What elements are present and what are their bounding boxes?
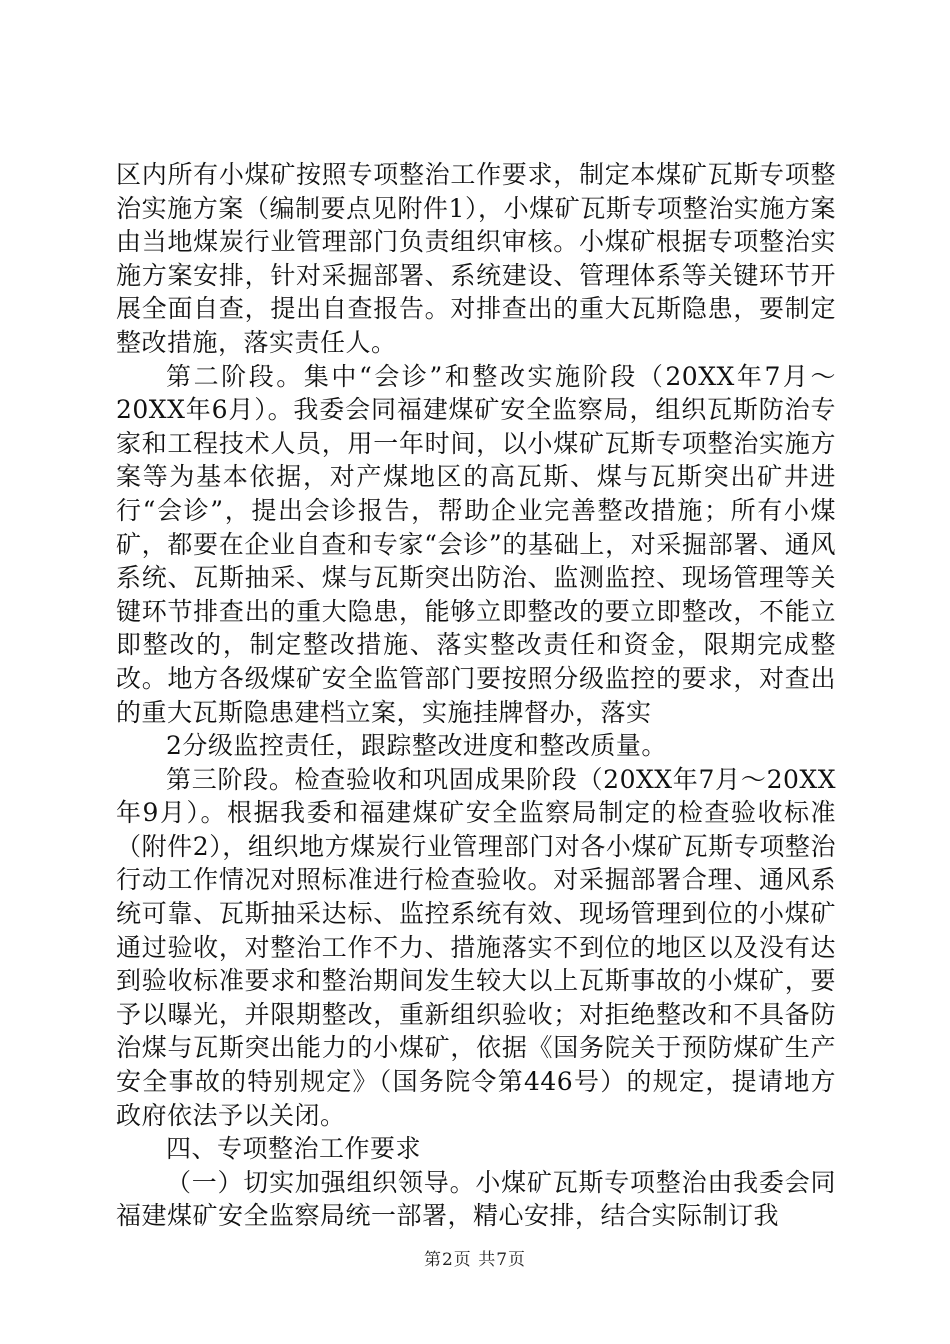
paragraph-phase-two: 第二阶段。集中“会诊”和整改实施阶段（20XX年7月～20XX年6月）。我委会同福建煤矿安全监察局，组织瓦斯防治专家和工程技术人员，用一年时间，以小煤矿瓦斯专项整治实施方案等为基本依据，对产煤地区的高瓦斯、煤与瓦斯突出矿井进行“会诊”，提出会诊报告，帮助企业完善整改措施；所有小煤矿，都要在企业自查和专家“会诊”的基础上，对采掘部署、通风系统、瓦斯抽采、煤与瓦斯突出防治、监测监控、现场管理等关键环节排查出的重大隐患，能够立即整改的要立即整改，不能立即整改的，制定整改措施、落实整改责任和资金，限期完成整改。地方各级煤矿安全监管部门要按照分级监控的要求，对查出的重大瓦斯隐患建档立案，实施挂牌督办，落实 [116, 361, 836, 727]
paragraph-organization-leadership: （一）切实加强组织领导。小煤矿瓦斯专项整治由我委会同福建煤矿安全监察局统一部署，精心安排，结合实际制订我 [116, 1167, 836, 1231]
page-footer: 第2页 共7页 [423, 1250, 527, 1270]
paragraph-phase-two-end: 2分级监控责任，跟踪整改进度和整改质量。 [166, 731, 667, 761]
section-heading-requirements: 四、专项整治工作要求 [166, 1134, 422, 1164]
paragraph-continuation: 区内所有小煤矿按照专项整治工作要求，制定本煤矿瓦斯专项整治实施方案（编制要点见附件1），小煤矿瓦斯专项整治实施方案由当地煤炭行业管理部门负责组织审核。小煤矿根据专项整治实施方案安排，针对采掘部署、系统建设、管理体系等关键环节开展全面自查，提出自查报告。对排查出的重大瓦斯隐患，要制定整改措施，落实责任人。 [116, 160, 836, 357]
document-body [116, 158, 836, 1233]
paragraph-phase-three: 第三阶段。检查验收和巩固成果阶段（20XX年7月～20XX年9月）。根据我委和福建煤矿安全监察局制定的检查验收标准（附件2），组织地方煤炭行业管理部门对各小煤矿瓦斯专项整治行动工作情况对照标准进行检查验收。对采掘部署合理、通风系统可靠、瓦斯抽采达标、监控系统有效、现场管理到位的小煤矿通过验收，对整治工作不力、措施落实不到位的地区以及没有达到验收标准要求和整治期间发生较大以上瓦斯事故的小煤矿，要予以曝光，并限期整改，重新组织验收；对拒绝整改和不具备防治煤与瓦斯突出能力的小煤矿，依据《国务院关于预防煤矿生产安全事故的特别规定》（国务院令第446号）的规定，提请地方政府依法予以关闭。 [116, 764, 836, 1130]
